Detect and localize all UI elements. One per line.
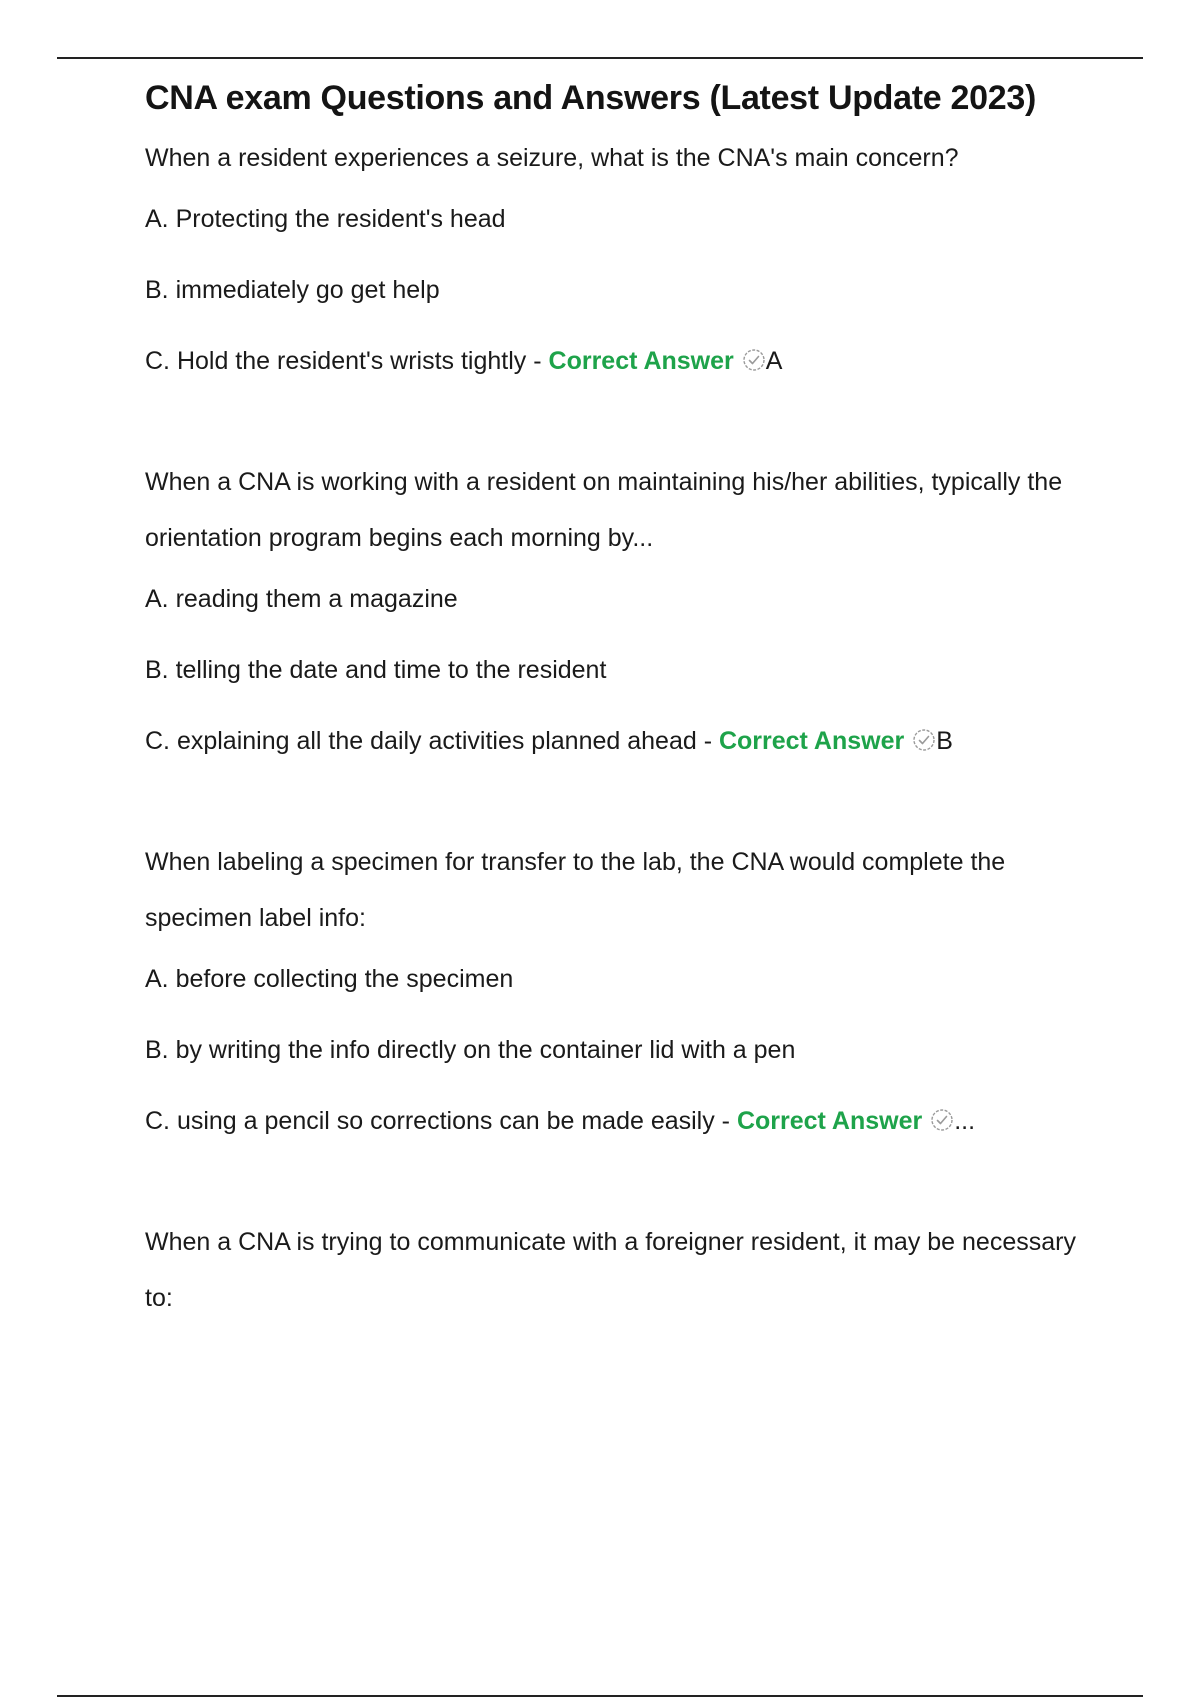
question-text: When a resident experiences a seizure, what is the CNA's main concern? bbox=[145, 144, 959, 172]
question-block-2 bbox=[145, 454, 1105, 760]
correct-answer-value: ... bbox=[954, 1107, 976, 1135]
option-a: A. before collecting the specimen bbox=[145, 965, 514, 993]
check-circle-icon bbox=[912, 728, 936, 752]
question-block-1 bbox=[145, 130, 1105, 380]
question-text: When a CNA is trying to communicate with a foreigner resident, it may be necessary to: bbox=[145, 1228, 1076, 1312]
option-c: C. Hold the resident's wrists tightly - bbox=[145, 347, 549, 375]
check-circle-icon bbox=[742, 348, 766, 372]
option-a: A. Protecting the resident's head bbox=[145, 205, 506, 233]
correct-answer-value: B bbox=[936, 727, 953, 755]
correct-answer-label: Correct Answer bbox=[736, 1107, 923, 1135]
option-a: A. reading them a magazine bbox=[145, 585, 458, 613]
question-text: When labeling a specimen for transfer to the lab, the CNA would complete the specimen label info: bbox=[145, 848, 1006, 932]
question-block-3 bbox=[145, 834, 1105, 1140]
correct-answer-label: Correct Answer bbox=[548, 347, 734, 375]
option-b: B. immediately go get help bbox=[145, 276, 440, 304]
option-b: B. telling the date and time to the resident bbox=[145, 656, 607, 684]
option-c-with-answer bbox=[145, 342, 1105, 380]
correct-answer-label: Correct Answer bbox=[718, 727, 905, 755]
check-circle-icon bbox=[930, 1108, 954, 1132]
option-c: C. using a pencil so corrections can be made easily - bbox=[145, 1107, 737, 1135]
page-title: CNA exam Questions and Answers (Latest Update 2023) bbox=[145, 79, 1036, 117]
option-c-with-answer bbox=[145, 1102, 1105, 1140]
correct-answer-value: A bbox=[765, 347, 783, 375]
question-block-4 bbox=[145, 1214, 1105, 1326]
question-text: When a CNA is working with a resident on maintaining his/her abilities, typically the orientation program begins each morning by... bbox=[145, 468, 1063, 552]
footer-rule bbox=[57, 1695, 1143, 1697]
document-body bbox=[145, 72, 1105, 1326]
option-b: B. by writing the info directly on the container lid with a pen bbox=[145, 1036, 796, 1064]
option-c: C. explaining all the daily activities planned ahead - bbox=[145, 727, 719, 755]
header-rule bbox=[57, 57, 1143, 59]
option-c-with-answer bbox=[145, 722, 1105, 760]
